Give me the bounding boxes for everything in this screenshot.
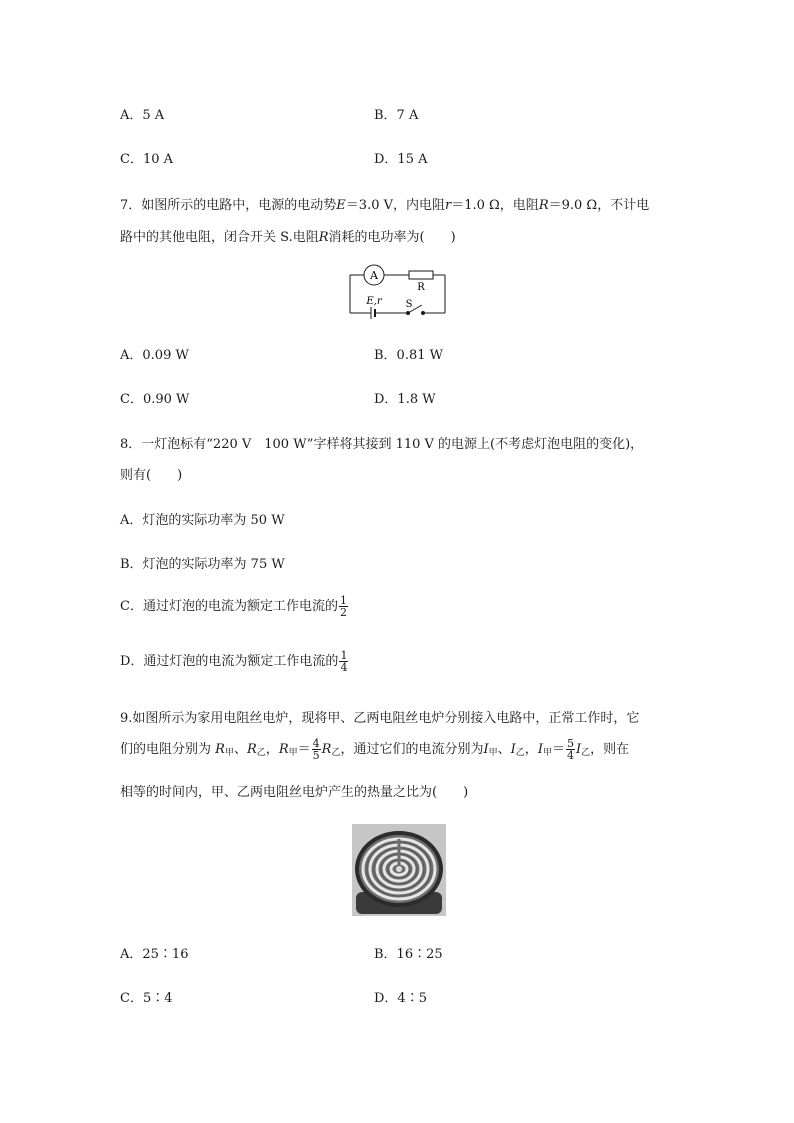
q7-circuit-diagram — [345, 262, 450, 322]
q8-option-d: D．通过灯泡的电流为额定工作电流的 $\frac{1}{4}$ — [120, 649, 348, 674]
fraction-one-quarter: $\frac{1}{4}$ — [340, 649, 348, 674]
q6-option-b: B．7 A — [374, 108, 419, 123]
q7-option-c: C．0.90 W — [120, 392, 190, 407]
source-label: E,r — [366, 296, 382, 307]
q9-line-3: 相等的时间内，甲、乙两电阻丝电炉产生的热量之比为( ) — [120, 785, 469, 800]
q6-option-d: D．15 A — [374, 152, 428, 167]
q6-option-c: C．10 A — [120, 152, 174, 167]
q7-line-1: 7．如图所示的电路中，电源的电动势E＝3.0 V，内电阻r＝1.0 Ω，电阻R＝9.0 Ω，不计电 — [120, 198, 650, 213]
q7-option-b: B．0.81 W — [374, 348, 443, 363]
switch-label: S — [405, 299, 413, 310]
q8-line-1: 8．一灯泡标有“220 V 100 W”字样将其接到 110 V 的电源上(不考虑灯泡电阻的变化)， — [120, 437, 644, 452]
resistor-label: R — [417, 282, 425, 293]
q8-option-c: C．通过灯泡的电流为额定工作电流的 $\frac{1}{2}$ — [120, 594, 347, 619]
fraction-five-quarters: $\frac{5}{4}$ — [566, 737, 574, 762]
fraction-four-fifths: $\frac{4}{5}$ — [312, 737, 320, 762]
fraction-one-half: $\frac{1}{2}$ — [339, 594, 347, 619]
q9-option-a: A．25∶16 — [120, 947, 189, 962]
q8-option-a: A．灯泡的实际功率为 50 W — [120, 513, 285, 528]
q9-option-b: B．16∶25 — [374, 947, 443, 962]
ammeter-label: A — [370, 269, 378, 282]
q9-line-2: 们的电阻分别为 $R_甲$、$R_乙$，$R_甲=$ $\frac{4}{5}$ $R_乙$，通过它们的电流分别为$I_甲$、$I_乙$，$I_甲=$ $\frac{5}{4}$ $I_乙$，则在 — [120, 737, 630, 762]
q7-option-a: A．0.09 W — [120, 348, 189, 363]
q7-option-d: D．1.8 W — [374, 392, 436, 407]
q9-line-1: 9.如图所示为家用电阻丝电炉，现将甲、乙两电阻丝电炉分别接入电路中，正常工作时，它 — [120, 711, 640, 726]
resistor-symbol — [409, 271, 433, 279]
q7-line-2: 路中的其他电阻，闭合开关 S.电阻R消耗的电功率为( ) — [120, 230, 456, 245]
electric-stove-image — [352, 824, 446, 916]
q6-option-a: A．5 A — [120, 108, 165, 123]
q9-option-d: D．4∶5 — [374, 991, 427, 1006]
q9-option-c: C．5∶4 — [120, 991, 173, 1006]
q8-line-2: 则有( ) — [120, 468, 183, 483]
q8-option-b: B．灯泡的实际功率为 75 W — [120, 557, 285, 572]
